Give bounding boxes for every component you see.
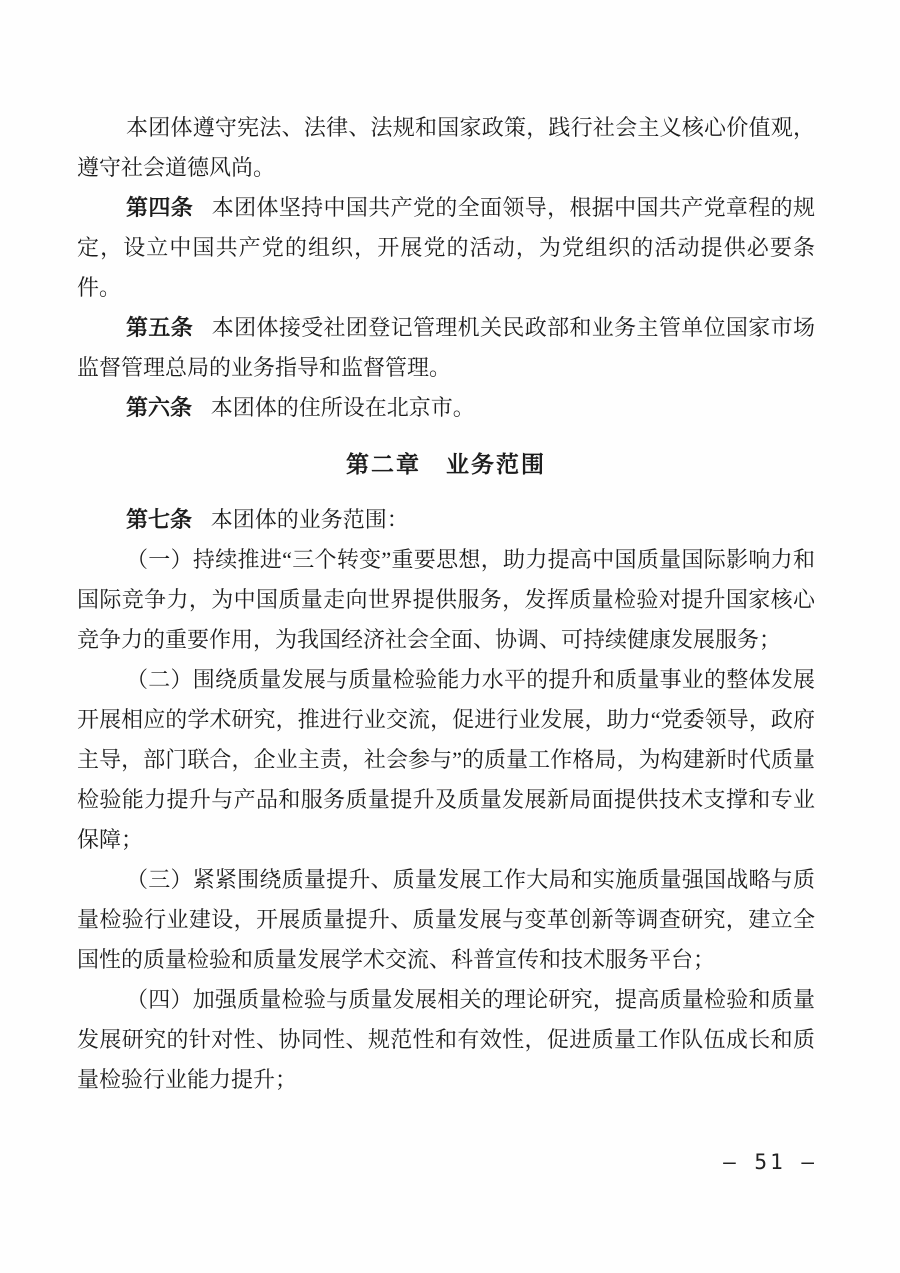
paragraph-text: （一）持续推进“三个转变”重要思想，助力提高中国质量国际影响力和国际竞争力，为中国质量走向世界提供服务，发挥质量检验对提升国家核心竞争力的重要作用，为我国经济社会全面、协调、可持续健康发展服务；	[77, 547, 815, 652]
body-paragraph	[77, 980, 815, 1100]
body-paragraph	[77, 540, 815, 660]
paragraph-text: 本团体遵守宪法、法律、法规和国家政策，践行社会主义核心价值观，遵守社会道德风尚。	[77, 115, 815, 180]
article-number-label: 第四条	[126, 195, 194, 220]
article-paragraph	[77, 308, 815, 388]
article-number-label: 第七条	[126, 507, 193, 532]
article-number-label: 第五条	[126, 315, 194, 340]
document-content	[77, 108, 815, 1100]
body-paragraph	[77, 108, 815, 188]
paragraph-text: 本团体接受社团登记管理机关民政部和业务主管单位国家市场监督管理总局的业务指导和监督管理。	[77, 315, 815, 380]
paragraph-text: 本团体的住所设在北京市。	[210, 395, 475, 420]
chapter-heading: 第二章 业务范围	[346, 451, 546, 477]
paragraph-text: （二）围绕质量发展与质量检验能力水平的提升和质量事业的整体发展开展相应的学术研究，推进行业交流，促进行业发展，助力“党委领导，政府主导，部门联合，企业主责，社会参与”的质量工作格局，为构建新时代质量检验能力提升与产品和服务质量提升及质量发展新局面提供技术支撑和专业保障；	[77, 667, 815, 852]
body-paragraph	[77, 860, 815, 980]
paragraph-text: 本团体坚持中国共产党的全面领导，根据中国共产党章程的规定，设立中国共产党的组织，开展党的活动，为党组织的活动提供必要条件。	[77, 195, 815, 300]
paragraph-text: （三）紧紧围绕质量提升、质量发展工作大局和实施质量强国战略与质量检验行业建设，开展质量提升、质量发展与变革创新等调查研究，建立全国性的质量检验和质量发展学术交流、科普宣传和技术服务平台；	[77, 867, 815, 972]
paragraph-text: 本团体的业务范围：	[210, 507, 409, 532]
article-number-label: 第六条	[126, 395, 193, 420]
page-number: – 51 –	[723, 1150, 817, 1174]
article-paragraph	[77, 388, 815, 428]
body-paragraph	[77, 660, 815, 860]
article-paragraph	[77, 500, 815, 540]
paragraph-text: （四）加强质量检验与质量发展相关的理论研究，提高质量检验和质量发展研究的针对性、协同性、规范性和有效性，促进质量工作队伍成长和质量检验行业能力提升；	[77, 987, 815, 1092]
article-paragraph	[77, 188, 815, 308]
